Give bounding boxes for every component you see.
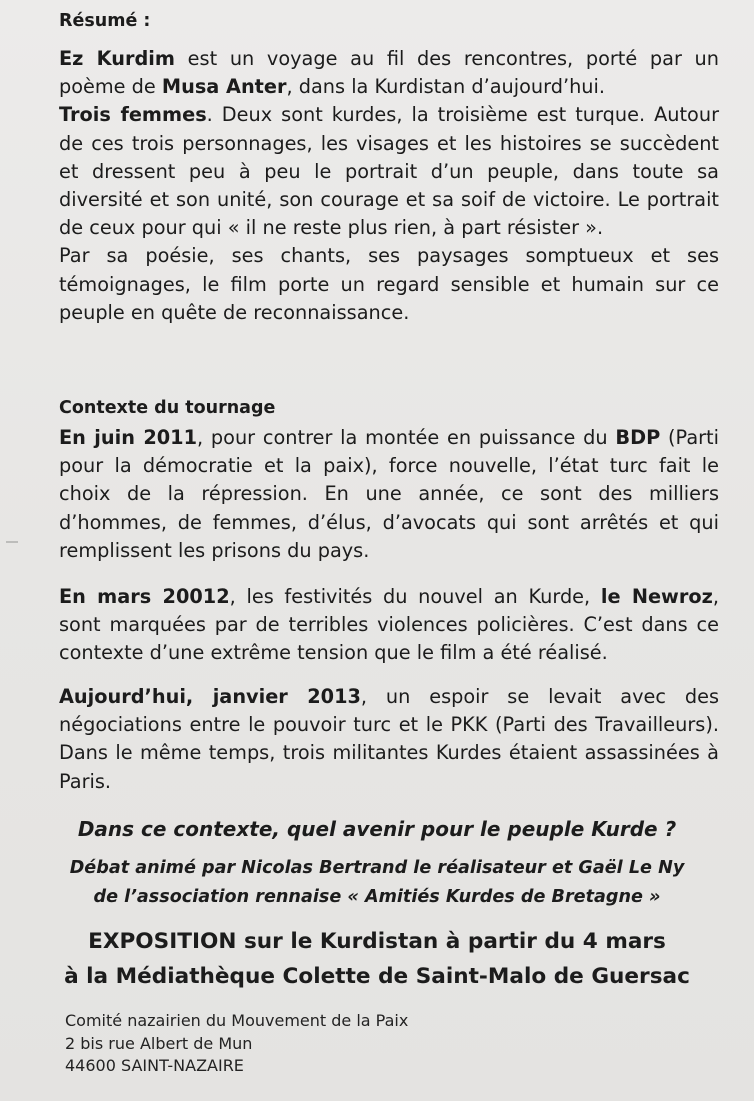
- resume-p1-text-2: , dans la Kurdistan d’aujourd’hui.: [286, 75, 606, 99]
- resume-paragraph-3: Par sa poésie, ses chants, ses paysages somptueux et ses témoignages, le film porte un regard sensible et humain sur ce peuple en quête de reconnaissance.: [59, 244, 719, 324]
- film-title: Ez Kurdim: [59, 47, 175, 70]
- date-juin-2011: En juin 2011: [59, 426, 197, 449]
- debat-line-1: [0, 855, 754, 881]
- contexte-heading-text: Contexte du tournage: [59, 398, 276, 418]
- debat-text-1: Débat animé par Nicolas Bertrand le réalisateur et Gaël Le Ny: [69, 858, 685, 878]
- address-line-1: Comité nazairien du Mouvement de la Paix: [65, 1011, 409, 1030]
- debat-text-2: de l’association rennaise « Amitiés Kurdes de Bretagne »: [93, 887, 661, 907]
- contexte-p2: [59, 583, 719, 668]
- debat-line-2: [0, 884, 754, 910]
- address-block: [65, 1010, 408, 1078]
- contexte-p1-text-2: (Parti pour la démocratie et la paix), force nouvelle, l’état turc fait le choix de la répression. En une année, ce sont des milliers d’hommes, de femmes, d’élus, d’avocats qui sont arrêtés et qui remplissent les prisons du pays.: [59, 426, 719, 562]
- exposition-text-2: à la Médiathèque Colette de Saint-Malo de Guersac: [64, 964, 690, 989]
- bdp: BDP: [615, 426, 661, 449]
- contexte-p1-text-1: , pour contrer la montée en puissance du: [197, 426, 616, 449]
- resume-paragraph-2: [59, 101, 719, 242]
- address-line-3: 44600 SAINT-NAZAIRE: [65, 1056, 244, 1075]
- contexte-p2-text-2: , sont marquées par de terribles violences policières. C’est dans ce contexte d’une extrême tension que le film a été réalisé.: [59, 585, 719, 665]
- scan-mark: [6, 541, 18, 543]
- exposition-line-2: [0, 960, 754, 994]
- date-janvier-2013: Aujourd’hui, janvier 2013: [59, 685, 361, 708]
- date-mars: En mars 20012: [59, 585, 230, 608]
- poet-name: Musa Anter: [161, 75, 287, 99]
- contexte-p3: [59, 683, 719, 796]
- trois-femmes: Trois femmes: [59, 103, 207, 127]
- question-line: [0, 815, 754, 843]
- resume-p1-text-1: est un voyage au fil des rencontres, porté par un poème de: [59, 47, 719, 99]
- contexte-p2-text-1: , les festivités du nouvel an Kurde,: [229, 585, 601, 608]
- exposition-text-1: sur le Kurdistan à partir du 4 mars: [236, 929, 666, 954]
- address-line-2: 2 bis rue Albert de Mun: [65, 1033, 253, 1053]
- resume-p2-text: . Deux sont kurdes, la troisième est turque. Autour de ces trois personnages, les visages et les histoires se succèdent et dressent peu à peu le portrait d’un peuple, dans toute sa diversité et son unité, son courage et sa soif de victoire. Le portrait de ceux pour qui « il ne reste plus rien, à part résister ».: [59, 103, 719, 240]
- resume-paragraph-1: [59, 45, 719, 101]
- contexte-heading: [59, 397, 275, 419]
- contexte-paragraph-1: [59, 424, 719, 565]
- contexte-p3-text: , un espoir se levait avec des négociations entre le pouvoir turc et le PKK (Parti des Travailleurs). Dans le même temps, trois militantes Kurdes étaient assassinées à Paris.: [59, 685, 719, 793]
- question-text: Dans ce contexte, quel avenir pour le peuple Kurde ?: [77, 817, 677, 841]
- contexte-paragraph-2: [59, 583, 719, 668]
- exposition-line-1: [0, 925, 754, 959]
- contexte-p1: [59, 424, 719, 565]
- resume-heading-text: Résumé :: [59, 11, 151, 31]
- contexte-paragraph-3: [59, 683, 719, 796]
- resume-heading: [59, 10, 150, 32]
- resume-body: [59, 45, 719, 327]
- newroz: le Newroz: [600, 585, 713, 608]
- exposition-word: EXPOSITION: [88, 929, 237, 954]
